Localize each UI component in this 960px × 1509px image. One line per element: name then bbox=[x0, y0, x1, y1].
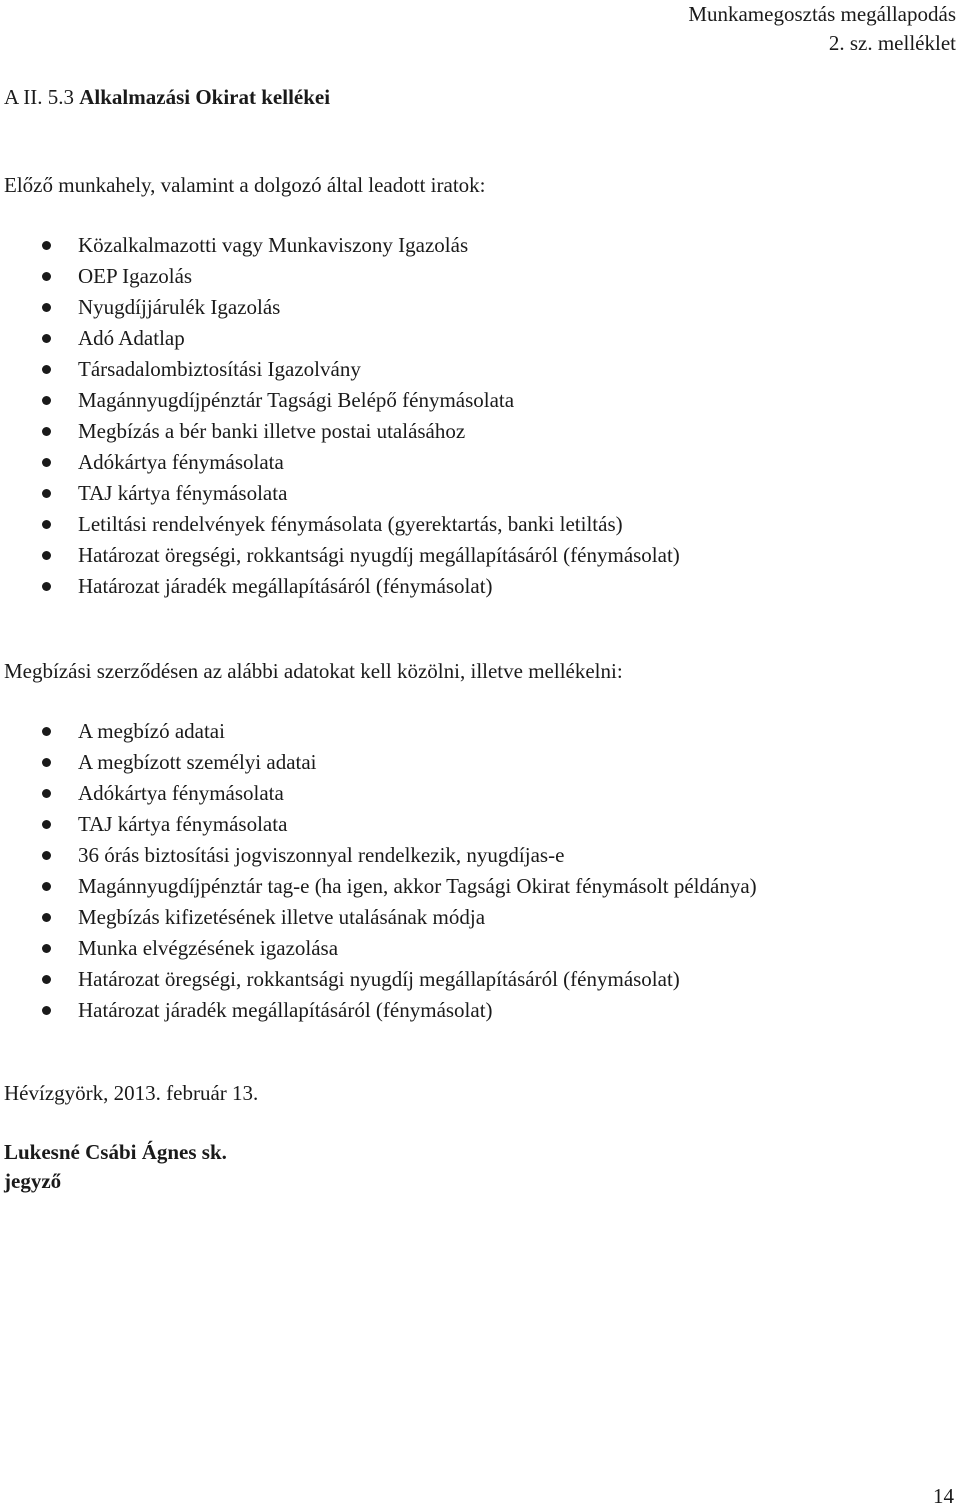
list-item bbox=[0, 509, 680, 540]
list-item bbox=[0, 809, 757, 840]
list-item-text: OEP Igazolás bbox=[78, 264, 193, 288]
list-item-text: 36 órás biztosítási jogviszonnyal rendelkezik, nyugdíjas-e bbox=[78, 843, 565, 867]
list-item-text: Megbízás a bér banki illetve postai utalásához bbox=[78, 419, 466, 443]
bullet-icon bbox=[42, 520, 51, 529]
bullet-icon bbox=[42, 334, 51, 343]
list-item bbox=[0, 571, 680, 602]
list-item-text: TAJ kártya fénymásolata bbox=[78, 812, 288, 836]
list-item bbox=[0, 354, 680, 385]
signatory-name: Lukesné Csábi Ágnes sk. bbox=[4, 1140, 227, 1164]
bullet-icon bbox=[42, 396, 51, 405]
bullet-icon bbox=[42, 582, 51, 591]
bullet-icon bbox=[42, 882, 51, 891]
list-item-text: Határozat járadék megállapításáról (fénymásolat) bbox=[78, 998, 493, 1022]
document-list-2 bbox=[0, 716, 757, 1026]
document-list-1 bbox=[0, 230, 680, 602]
list-item-text: Határozat öregségi, rokkantsági nyugdíj megállapításáról (fénymásolat) bbox=[78, 967, 680, 991]
list-item-text: Nyugdíjjárulék Igazolás bbox=[78, 295, 281, 319]
list-item bbox=[0, 292, 680, 323]
bullet-icon bbox=[42, 789, 51, 798]
list-item bbox=[0, 447, 680, 478]
bullet-icon bbox=[42, 551, 51, 560]
list-item-text: A megbízó adatai bbox=[78, 719, 225, 743]
list-item bbox=[0, 964, 757, 995]
bullet-icon bbox=[42, 489, 51, 498]
list-item-text: Határozat öregségi, rokkantsági nyugdíj megállapításáról (fénymásolat) bbox=[78, 543, 680, 567]
document-header bbox=[688, 0, 956, 58]
list-item bbox=[0, 747, 757, 778]
list-item-text: A megbízott személyi adatai bbox=[78, 750, 317, 774]
list-item-text: Megbízás kifizetésének illetve utalásának módja bbox=[78, 905, 486, 929]
bullet-icon bbox=[42, 458, 51, 467]
bullet-icon bbox=[42, 241, 51, 250]
list-item bbox=[0, 933, 757, 964]
bullet-icon bbox=[42, 944, 51, 953]
list-item-text: Adó Adatlap bbox=[78, 326, 185, 350]
list-item bbox=[0, 995, 757, 1026]
list-item-text: Munka elvégzésének igazolása bbox=[78, 936, 339, 960]
list-item-text: Határozat járadék megállapításáról (fénymásolat) bbox=[78, 574, 493, 598]
bullet-icon bbox=[42, 427, 51, 436]
list-item bbox=[0, 540, 680, 571]
header-title: Munkamegosztás megállapodás bbox=[688, 2, 956, 26]
list-item-text: Adókártya fénymásolata bbox=[78, 450, 284, 474]
bullet-icon bbox=[42, 272, 51, 281]
list-item bbox=[0, 902, 757, 933]
list-item-text: Adókártya fénymásolata bbox=[78, 781, 284, 805]
list-item bbox=[0, 323, 680, 354]
list-item bbox=[0, 716, 757, 747]
bullet-icon bbox=[42, 758, 51, 767]
bullet-icon bbox=[42, 1006, 51, 1015]
list-item-text: Társadalombiztosítási Igazolvány bbox=[78, 357, 361, 381]
list-item-text: Magánnyugdíjpénztár tag-e (ha igen, akkor Tagsági Okirat fénymásolt példánya) bbox=[78, 874, 757, 898]
bullet-icon bbox=[42, 303, 51, 312]
bullet-icon bbox=[42, 820, 51, 829]
intro-paragraph-2: Megbízási szerződésen az alábbi adatokat kell közölni, illetve mellékelni: bbox=[4, 659, 623, 683]
list-item bbox=[0, 416, 680, 447]
place-date: Hévízgyörk, 2013. február 13. bbox=[4, 1081, 259, 1105]
list-item-text: TAJ kártya fénymásolata bbox=[78, 481, 288, 505]
list-item-text: Letiltási rendelvények fénymásolata (gyerektartás, banki letiltás) bbox=[78, 512, 623, 536]
section-number: A II. 5.3 bbox=[4, 85, 80, 109]
list-item-text: Magánnyugdíjpénztár Tagsági Belépő fénymásolata bbox=[78, 388, 515, 412]
intro-paragraph-1: Előző munkahely, valamint a dolgozó által leadott iratok: bbox=[4, 173, 486, 197]
list-item bbox=[0, 230, 680, 261]
header-annex: 2. sz. melléklet bbox=[828, 31, 956, 55]
bullet-icon bbox=[42, 851, 51, 860]
bullet-icon bbox=[42, 365, 51, 374]
bullet-icon bbox=[42, 975, 51, 984]
list-item bbox=[0, 385, 680, 416]
section-title: Alkalmazási Okirat kellékei bbox=[79, 85, 331, 109]
page-number: 14 bbox=[933, 1484, 954, 1508]
list-item bbox=[0, 261, 680, 292]
bullet-icon bbox=[42, 913, 51, 922]
bullet-icon bbox=[42, 727, 51, 736]
list-item bbox=[0, 840, 757, 871]
list-item bbox=[0, 871, 757, 902]
list-item bbox=[0, 478, 680, 509]
list-item-text: Közalkalmazotti vagy Munkaviszony Igazolás bbox=[78, 233, 469, 257]
signatory-role: jegyző bbox=[4, 1169, 62, 1193]
section-heading bbox=[4, 85, 330, 110]
list-item bbox=[0, 778, 757, 809]
